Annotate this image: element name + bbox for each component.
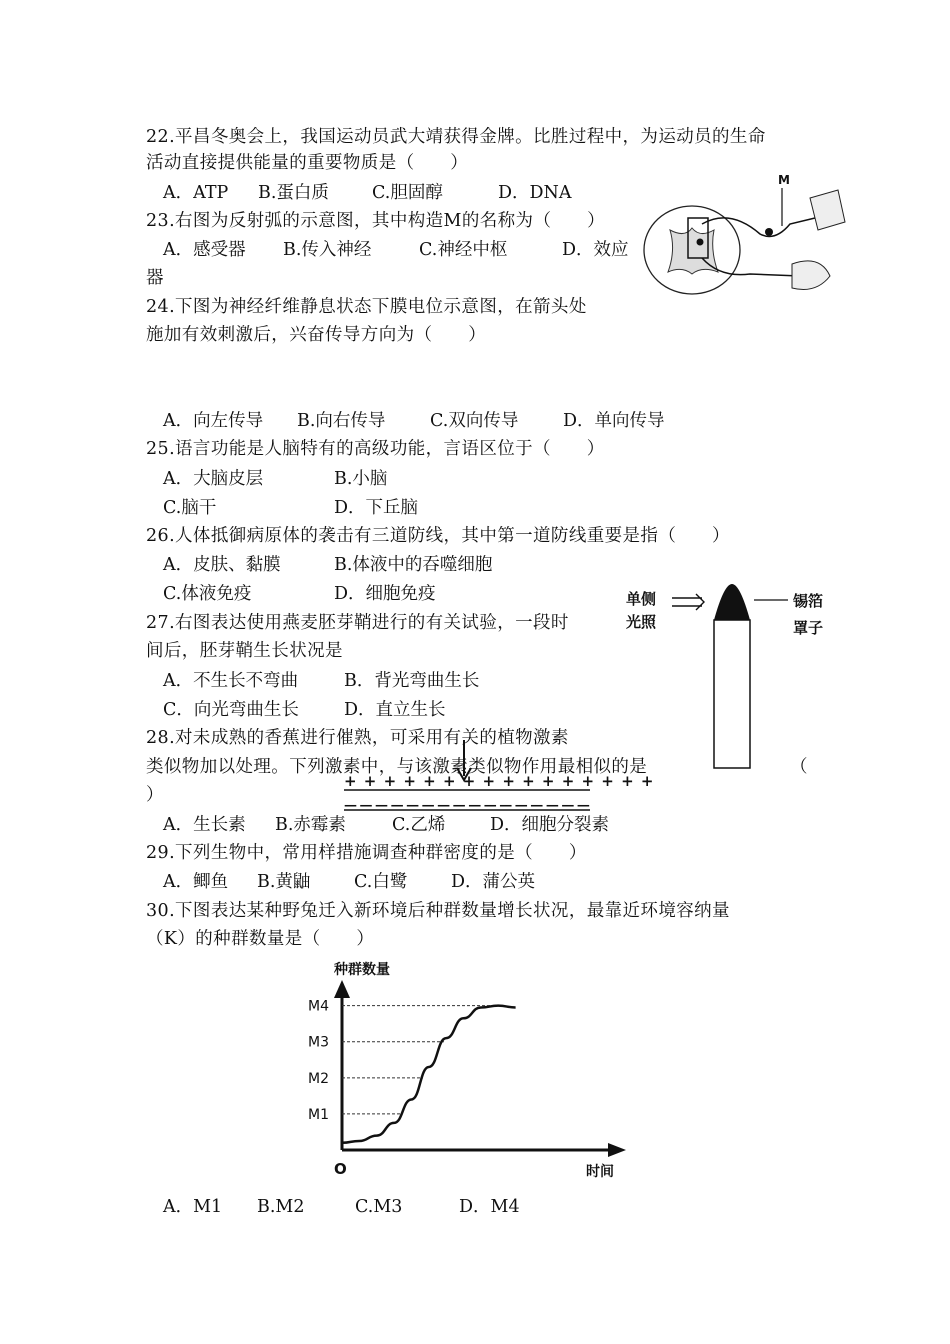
q23-option-c: C.神经中枢 xyxy=(419,240,508,260)
receptor-skin xyxy=(810,190,845,230)
q23-option-a: A．感受器 xyxy=(163,240,246,260)
q24-stem-line2: 施加有效刺激后，兴奋传导方向为（ ） xyxy=(146,325,487,345)
q28-option-a: A．生长素 xyxy=(163,815,246,835)
q27-option-a: A．不生长不弯曲 xyxy=(163,671,299,691)
foil-cap xyxy=(714,584,750,620)
q24-option-c: C.双向传导 xyxy=(430,411,519,431)
y-tick-m4: M4 xyxy=(308,998,329,1015)
gray-matter xyxy=(668,228,718,274)
label-foil-2: 罩子 xyxy=(793,619,824,637)
q22-option-a: A．ATP xyxy=(163,183,229,203)
q23-option-b: B.传入神经 xyxy=(283,240,372,260)
q26-stem: 26.人体抵御病原体的袭击有三道防线，其中第一道防线重要是指（ ） xyxy=(146,526,730,546)
reflex-arc-diagram xyxy=(640,168,850,308)
q29-option-c: C.白鹭 xyxy=(354,872,408,892)
population-growth-chart xyxy=(300,956,650,1186)
q30-option-c: C.M3 xyxy=(355,1197,403,1217)
q28-option-c: C.乙烯 xyxy=(392,815,446,835)
q29-option-a: A．鲫鱼 xyxy=(163,872,229,892)
x-axis-label: 时间 xyxy=(586,1164,614,1180)
q24-option-b: B.向右传导 xyxy=(297,411,386,431)
q24-option-d: D．单向传导 xyxy=(563,411,665,431)
label-unilateral-2: 光照 xyxy=(626,613,657,631)
q23-option-d-continued: 器 xyxy=(146,268,164,288)
coleoptile-diagram xyxy=(668,582,798,772)
q25-option-b: B.小脑 xyxy=(334,469,388,489)
q22-option-d: D．DNA xyxy=(498,183,572,203)
q28-stem-line2: 类似物加以处理。下列激素中，与该激素类似物作用最相似的是 xyxy=(146,757,648,777)
q30-stem-line2: （K）的种群数量是（ ） xyxy=(146,929,375,949)
q28-option-b: B.赤霉素 xyxy=(275,815,346,835)
growth-curve xyxy=(342,1006,516,1143)
q30-stem-line1: 30.下图表达某种野兔迁入新环境后种群数量增长状况，最靠近环境容纳量 xyxy=(146,901,730,921)
q30-option-b: B.M2 xyxy=(257,1197,305,1217)
q30-option-d: D．M4 xyxy=(459,1197,520,1217)
q29-option-d: D．蒲公英 xyxy=(451,872,536,892)
y-tick-m3: M3 xyxy=(308,1034,329,1051)
effector-muscle xyxy=(792,261,830,290)
q27-stem-line2: 间后，胚芽鞘生长状况是 xyxy=(146,641,343,661)
q24-stem-line1: 24.下图为神经纤维静息状态下膜电位示意图，在箭头处 xyxy=(146,297,587,317)
q25-option-c: C.脑干 xyxy=(163,498,217,518)
q27-option-b: B．背光弯曲生长 xyxy=(344,671,480,691)
q25-stem: 25.语言功能是人脑特有的高级功能，言语区位于（ ） xyxy=(146,439,605,459)
label-m: M xyxy=(778,173,790,187)
q22-option-b: B.蛋白质 xyxy=(258,183,329,203)
q27-stem-line1: 27.右图表达使用燕麦胚芽鞘进行的有关试验，一段时 xyxy=(146,613,569,633)
q26-option-b: B.体液中的吞噬细胞 xyxy=(334,555,493,575)
y-tick-m2: M2 xyxy=(308,1070,329,1087)
q24-option-a: A．向左传导 xyxy=(163,411,264,431)
q29-option-b: B.黄鼬 xyxy=(257,872,311,892)
q26-option-c: C.体液免疫 xyxy=(163,584,252,604)
q28-stem-line1: 28.对未成熟的香蕉进行催熟，可采用有关的植物激素 xyxy=(146,728,569,748)
y-axis-arrow xyxy=(334,980,350,998)
afferent-nerve xyxy=(702,218,815,237)
q23-option-d: D．效应 xyxy=(562,240,629,260)
coleoptile-body xyxy=(714,620,750,768)
q22-stem-line1: 22.平昌冬奥会上，我国运动员武大靖获得金牌。比胜过程中，为运动员的生命 xyxy=(146,127,766,147)
q27-option-d: D．直立生长 xyxy=(344,700,446,720)
q28-paren-open: （ xyxy=(790,757,808,777)
y-tick-m1: M1 xyxy=(308,1106,329,1123)
q30-option-a: A．M1 xyxy=(163,1197,223,1217)
membrane-inner-charges: — — — — — — — — — — — — — — — — xyxy=(344,798,589,813)
q23-stem-line1: 23.右图为反射弧的示意图，其中构造M的名称为（ ） xyxy=(146,211,606,231)
x-axis-arrow xyxy=(608,1143,626,1157)
q26-option-d: D．细胞免疫 xyxy=(334,584,436,604)
q26-option-a: A．皮肤、黏膜 xyxy=(163,555,281,575)
q28-option-d: D．细胞分裂素 xyxy=(490,815,610,835)
q28-paren-close: ） xyxy=(146,785,164,805)
label-foil-1: 锡箔 xyxy=(793,592,824,610)
q22-option-c: C.胆固醇 xyxy=(372,183,443,203)
q27-option-c: C．向光弯曲生长 xyxy=(163,700,299,720)
q29-stem: 29.下列生物中，常用样措施调查种群密度的是（ ） xyxy=(146,843,587,863)
q25-option-a: A．大脑皮层 xyxy=(163,469,264,489)
label-unilateral-1: 单侧 xyxy=(626,590,657,608)
q25-option-d: D．下丘脑 xyxy=(334,498,419,518)
y-axis-label: 种群数量 xyxy=(334,962,390,978)
q22-stem-line2: 活动直接提供能量的重要物质是（ ） xyxy=(146,153,469,173)
origin-label: O xyxy=(334,1160,347,1178)
membrane-outer-charges: + + + + + + + + + + + + + + + + xyxy=(344,772,655,790)
